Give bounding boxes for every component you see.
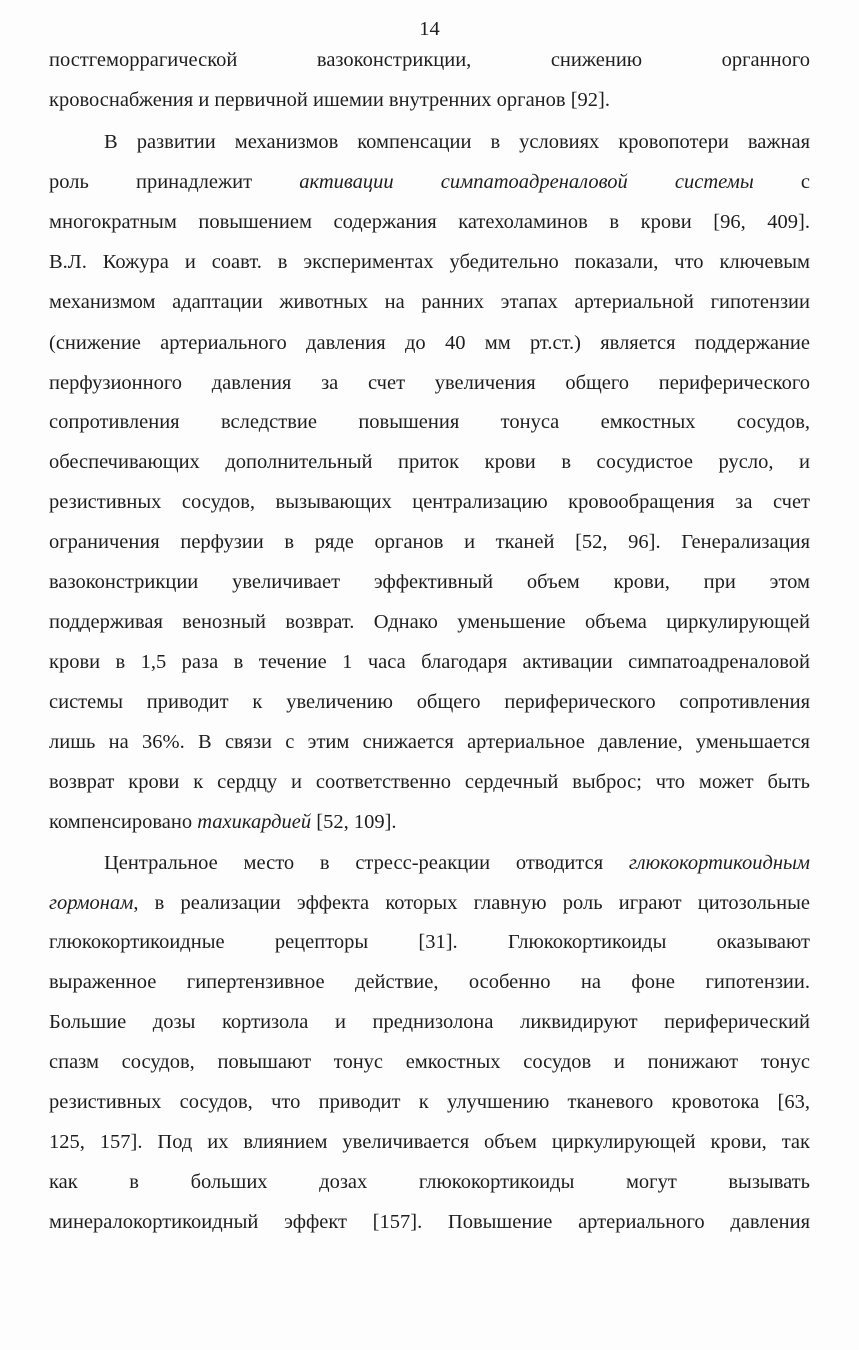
text-run: выраженное гипертензивное действие, особенно на фоне гипотензии. [49, 971, 810, 993]
text-run: перфузионного давления за счет увеличения общего периферического [49, 372, 810, 394]
text-line [49, 482, 810, 522]
text-line [49, 602, 810, 642]
text-run: многократным повышением содержания катехоламинов в крови [96, 409]. [49, 211, 810, 233]
text-run: спазм сосудов, повышают тонус емкостных сосудов и понижают тонус [49, 1051, 810, 1073]
text-run: постгеморрагической вазоконстрикции, снижению органного [49, 49, 810, 71]
text-line [49, 522, 810, 562]
text-run: механизмом адаптации животных на ранних этапах артериальной гипотензии [49, 291, 810, 313]
text-line [49, 202, 810, 242]
italic-text: тахикардией [197, 811, 312, 833]
text-run: с [753, 171, 810, 193]
text-line [49, 442, 810, 482]
text-run: 125, 157]. Под их влиянием увеличивается объем циркулирующей крови, так [49, 1131, 810, 1153]
text-run: (снижение артериального давления до 40 мм рт.ст.) является поддержание [49, 332, 810, 354]
text-line [49, 363, 810, 403]
text-run: резистивных сосудов, что приводит к улучшению тканевого кровотока [63, [49, 1091, 810, 1113]
text-run: возврат крови к сердцу и соответственно сердечный выброс; что может быть [49, 771, 810, 793]
text-run: В.Л. Кожура и соавт. в экспериментах убедительно показали, что ключевым [49, 251, 810, 273]
text-run: В развитии механизмов компенсации в условиях кровопотери важная [104, 131, 810, 153]
text-run: [52, 109]. [311, 811, 397, 833]
italic-text: активации симпатоадреналовой системы [299, 171, 754, 193]
text-line [49, 682, 810, 722]
text-line [49, 40, 810, 80]
text-run: вазоконстрикции увеличивает эффективный объем крови, при этом [49, 571, 810, 593]
text-line [49, 962, 810, 1002]
italic-text: глюкокортикоидным [628, 852, 810, 874]
text-line [49, 1042, 810, 1082]
text-run: резистивных сосудов, вызывающих централизацию кровообращения за счет [49, 491, 810, 513]
text-line [49, 323, 810, 363]
text-line [49, 1082, 810, 1122]
text-run: лишь на 36%. В связи с этим снижается артериальное давление, уменьшается [49, 731, 810, 753]
text-line [49, 282, 810, 322]
text-line [104, 122, 810, 162]
text-run: сопротивления вследствие повышения тонуса емкостных сосудов, [49, 411, 810, 433]
text-line [49, 162, 810, 202]
text-run: Центральное место в стресс-реакции отводится [104, 852, 629, 874]
text-line [49, 802, 810, 842]
text-run: , в реализации эффекта которых главную роль играют цитозольные [133, 892, 810, 914]
text-line [49, 1202, 810, 1242]
text-line [49, 1162, 810, 1202]
text-line [49, 1002, 810, 1042]
text-run: роль принадлежит [49, 171, 300, 193]
text-run: компенсировано [49, 811, 198, 833]
text-line [49, 722, 810, 762]
text-run: глюкокортикоидные рецепторы [31]. Глюкокортикоиды оказывают [49, 931, 810, 953]
text-run: как в больших дозах глюкокортикоиды могут вызывать [49, 1171, 810, 1193]
text-run: системы приводит к увеличению общего периферического сопротивления [49, 691, 810, 713]
text-run: крови в 1,5 раза в течение 1 часа благодаря активации симпатоадреналовой [49, 651, 810, 673]
text-line [49, 642, 810, 682]
text-line [49, 80, 810, 120]
text-run: минералокортикоидный эффект [157]. Повышение артериального давления [49, 1211, 810, 1233]
text-run: поддерживая венозный возврат. Однако уменьшение объема циркулирующей [49, 611, 810, 633]
text-line [49, 762, 810, 802]
text-line [49, 242, 810, 282]
page-number: 14 [419, 18, 440, 40]
text-line [49, 883, 810, 923]
text-line [49, 562, 810, 602]
text-line [49, 1122, 810, 1162]
text-run: ограничения перфузии в ряде органов и тканей [52, 96]. Генерализация [49, 531, 810, 553]
text-run: Большие дозы кортизола и преднизолона ликвидируют периферический [49, 1011, 810, 1033]
text-line [104, 843, 810, 883]
text-run: кровоснабжения и первичной ишемии внутренних органов [92]. [49, 89, 610, 111]
italic-text: гормонам [49, 892, 134, 914]
text-line [49, 922, 810, 962]
text-run: обеспечивающих дополнительный приток крови в сосудистое русло, и [49, 451, 810, 473]
text-line [49, 402, 810, 442]
